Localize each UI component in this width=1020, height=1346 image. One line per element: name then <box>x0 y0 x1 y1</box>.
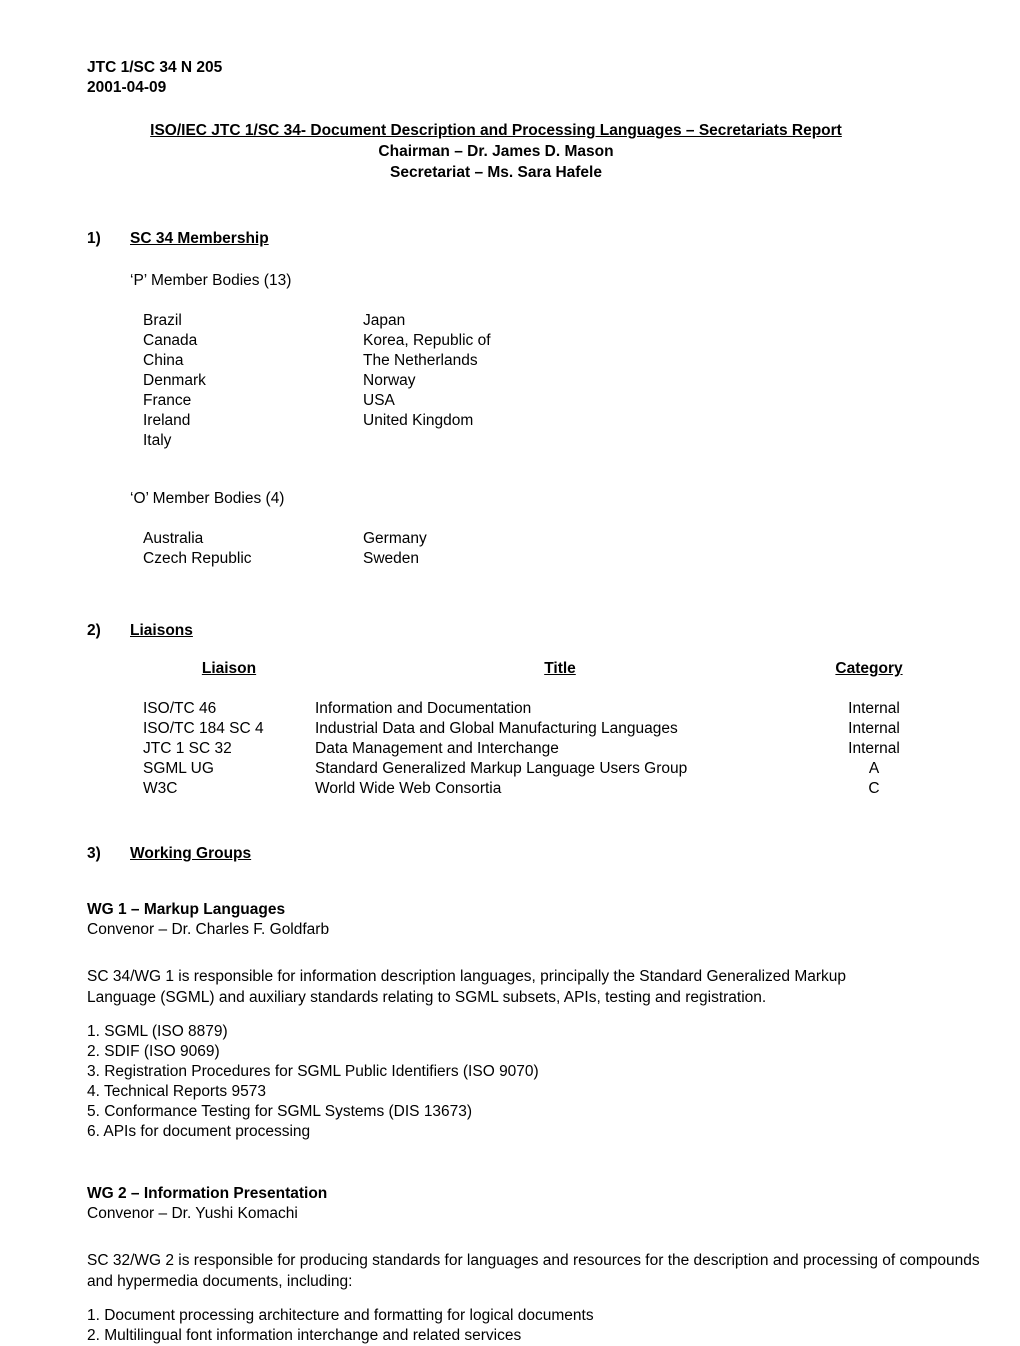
wg2-convenor: Convenor – Dr. Yushi Komachi <box>87 1205 298 1222</box>
list-item: United Kingdom <box>363 412 474 429</box>
spacer-cell <box>805 679 933 699</box>
chairman-line: Chairman – Dr. James D. Mason <box>378 143 614 160</box>
cell-liaison: W3C <box>143 780 178 797</box>
section-heading-membership <box>87 229 933 249</box>
list-item: 6. APIs for document processing <box>87 1123 311 1140</box>
o-member-list <box>143 529 933 569</box>
column-header-title: Title <box>544 660 576 677</box>
section-number-2: 2) <box>87 622 101 639</box>
list-item <box>363 431 933 451</box>
document-number: JTC 1/SC 34 N 205 <box>87 59 223 76</box>
cell-category: Internal <box>848 700 900 717</box>
wg2-heading: WG 2 – Information Presentation <box>87 1185 328 1202</box>
list-item: 4. Technical Reports 9573 <box>87 1083 266 1100</box>
section-label-liaisons: Liaisons <box>130 622 193 639</box>
cell-title: World Wide Web Consortia <box>315 780 502 797</box>
list-item: Czech Republic <box>143 550 252 567</box>
document-title: ISO/IEC JTC 1/SC 34- Document Description and Processing Languages – Secretariats Report <box>150 122 842 139</box>
list-item: Denmark <box>143 372 206 389</box>
table-header-row <box>143 659 933 679</box>
section-heading-working-groups <box>87 844 933 864</box>
list-item: 2. SDIF (ISO 9069) <box>87 1043 220 1060</box>
cell-title: Industrial Data and Global Manufacturing Languages <box>315 720 678 737</box>
cell-liaison: JTC 1 SC 32 <box>143 740 232 757</box>
o-member-caption: ‘O’ Member Bodies (4) <box>130 490 285 507</box>
table-spacer-row <box>143 679 933 699</box>
cell-title: Standard Generalized Markup Language Users Group <box>315 760 688 777</box>
wg1-convenor: Convenor – Dr. Charles F. Goldfarb <box>87 921 330 938</box>
list-item: 2. Multilingual font information interchange and related services <box>87 1327 522 1344</box>
section-label-working-groups: Working Groups <box>130 845 252 862</box>
cell-category: Internal <box>848 720 900 737</box>
list-item: Brazil <box>143 312 182 329</box>
list-item: 3. Registration Procedures for SGML Public Identifiers (ISO 9070) <box>87 1063 539 1080</box>
section-label-membership: SC 34 Membership <box>130 230 269 247</box>
list-item: Ireland <box>143 412 191 429</box>
section-number-3: 3) <box>87 845 101 862</box>
table-row <box>143 779 933 799</box>
document-title-line <box>123 120 869 141</box>
cell-liaison: SGML UG <box>143 760 214 777</box>
document-date: 2001-04-09 <box>87 79 167 96</box>
cell-category: C <box>868 780 880 797</box>
list-item: Germany <box>363 530 427 547</box>
list-item: Italy <box>143 432 172 449</box>
table-row <box>143 699 933 719</box>
cell-category: Internal <box>848 740 900 757</box>
cell-title: Data Management and Interchange <box>315 740 559 757</box>
secretariat-line: Secretariat – Ms. Sara Hafele <box>390 164 602 181</box>
spacer-cell <box>143 679 315 699</box>
section-heading-liaisons <box>87 621 933 641</box>
list-item: Sweden <box>363 550 420 567</box>
list-item: Canada <box>143 332 198 349</box>
title-block <box>123 120 869 183</box>
wg2-standards-list <box>87 1306 933 1346</box>
cell-category: A <box>868 760 880 777</box>
liaison-table <box>143 659 933 799</box>
p-member-caption: ‘P’ Member Bodies (13) <box>130 272 292 289</box>
document-body <box>87 58 980 1346</box>
wg2-description: SC 32/WG 2 is responsible for producing standards for languages and resources for the description and processing of compounds and hypermedia documents, including: <box>87 1252 980 1290</box>
list-item: Korea, Republic of <box>363 332 491 349</box>
list-item: The Netherlands <box>363 352 478 369</box>
list-item: France <box>143 392 192 409</box>
column-header-category: Category <box>835 660 903 677</box>
table-row <box>143 739 933 759</box>
cell-liaison: ISO/TC 184 SC 4 <box>143 720 264 737</box>
p-member-list <box>143 311 933 451</box>
section-number-1: 1) <box>87 230 101 247</box>
table-row <box>143 759 933 779</box>
list-item: USA <box>363 392 395 409</box>
wg1-standards-list <box>87 1022 933 1142</box>
list-item: 1. Document processing architecture and formatting for logical documents <box>87 1307 594 1324</box>
list-item: Norway <box>363 372 416 389</box>
column-header-liaison: Liaison <box>201 660 257 677</box>
table-row <box>143 719 933 739</box>
wg1-description: SC 34/WG 1 is responsible for information description languages, principally the Standard Generalized Markup Language (SGML) and auxiliary standards relating to SGML subsets, APIs, testing and registration. <box>87 968 847 1006</box>
cell-title: Information and Documentation <box>315 700 532 717</box>
list-item: 1. SGML (ISO 8879) <box>87 1023 228 1040</box>
spacer-cell <box>315 679 805 699</box>
wg1-heading: WG 1 – Markup Languages <box>87 901 286 918</box>
list-item: China <box>143 352 184 369</box>
list-item: Australia <box>143 530 204 547</box>
cell-liaison: ISO/TC 46 <box>143 700 217 717</box>
list-item: Japan <box>363 312 406 329</box>
list-item: 5. Conformance Testing for SGML Systems (DIS 13673) <box>87 1103 473 1120</box>
